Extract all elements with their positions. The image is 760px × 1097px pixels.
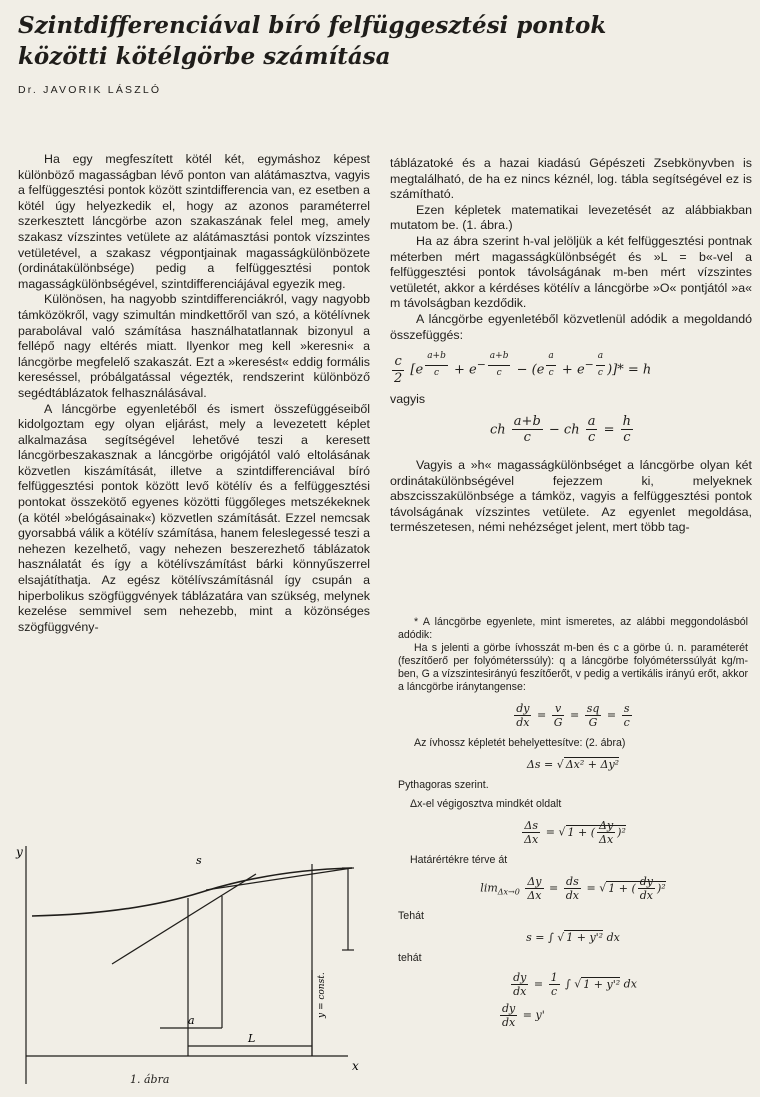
right-column: [390, 156, 752, 536]
equation-dydx: $\frac{dy}{dx}$ = $\frac{1}{c}$ ∫ √ 1 + y'² dx: [513, 971, 637, 998]
x-axis-label: x: [352, 1059, 359, 1073]
vagyis-label: vagyis: [390, 392, 426, 407]
title-line-1: Szintdifferenciával bíró felfüggesztési pontok: [18, 12, 607, 39]
equation-delta-s: Δs = √ Δx² + Δy²: [526, 758, 620, 771]
right-paragraph-3: Ha az ábra szerint h-val jelöljük a két felfüggesztési pontnak méterben mért magasságkülönbségét és »L = b«-vel a felfüggesztési pontok távolságának m-ben mért vízszintes vetületét, akkor a kérdéses kötélív a láncgörbe »O« pontjától »a« m távolságban kezdődik.: [390, 233, 752, 311]
footnote-hatar: Határértékre térve át: [410, 854, 508, 866]
footnote: [398, 616, 748, 1031]
equation-ratio: $\frac{\Delta s}{\Delta x}$ = √ 1 + ( $\frac{\Delta y}{\Delta x}$ )²: [524, 819, 626, 846]
footnote-pyth: Pythagoras szerint.: [398, 779, 489, 791]
equation-integral-s: s = ∫ √ 1 + y'² dx: [526, 931, 620, 944]
footnote-paragraph-1: * A láncgörbe egyenlete, mint ismeretes, az alábbi meggondolásból adódik:: [398, 616, 748, 641]
equation-ch: ch $\frac{a+b}{c}$ − ch $\frac{a}{c}$ = $\frac{h}{c}$: [490, 413, 632, 446]
equation-catenary-sum: $\frac{c}{2}$ [e $^{\frac{a+b}{c}}$ + $e^{- \frac{a+b}{c}}$ − (e $^{\frac{a}{c}}$ + $e^{- \frac{a}{c}}$ )]* = h: [394, 351, 652, 386]
title-line-2: közötti kötélgörbe számítása: [18, 43, 391, 70]
footnote-ivhossz: Az ívhossz képletét behelyettesítve: (2. ábra): [414, 737, 626, 749]
right-paragraph-1: táblázatoké és a hazai kiadású Gépészeti Zsebkönyvben is megtalálható, de ha ez nincs kéznél, log. tábla segítségével ez is számítható.: [390, 156, 752, 202]
footnote-tehat-2: tehát: [398, 952, 422, 964]
left-column: [18, 152, 370, 635]
article-title: [18, 10, 738, 72]
right-paragraph-2: Ezen képletek matematikai levezetését az alábbiakban mutatom be. (1. ábra.): [390, 202, 752, 233]
chord-line: [206, 868, 352, 890]
author: Dr. JAVORIK LÁSZLÓ: [18, 84, 162, 96]
figure-1-diagram: [12, 838, 384, 1096]
footnote-tehat-1: Tehát: [398, 910, 424, 922]
figure-caption: 1. ábra: [130, 1073, 170, 1086]
y-axis-label: y: [16, 845, 23, 859]
right-paragraph-4: A láncgörbe egyenletéből közvetlenül adódik a megoldandó összefüggés:: [390, 311, 752, 342]
equation-y-prime: $\frac{dy}{dx}$ = y': [502, 1002, 545, 1029]
s-label: s: [196, 854, 202, 867]
L-label: L: [248, 1032, 256, 1045]
footnote-paragraph-2: Ha s jelenti a görbe ívhosszát m-ben és c a görbe ú. n. paraméterét (feszítőerő per folyóméterssúly): q a láncgörbe folyóméterssúlyát kg/m-ben, G a vízszintesirányú feszítőerőt, v pedig a vertikális irányú erőt, akkor a láncgörbe iránytangense:: [398, 642, 748, 693]
left-paragraph-1: Ha egy megfeszített kötél két, egymáshoz képest különböző magasságban lévő ponton van alátámasztva, vagyis a felfüggesztési pontok között szintdifferencia van, ez esetben a kötél úgy helyezkedik el, hogy az azonos paraméterrel szerkesztett láncgörbe azon szakaszának felel meg, amely szakasz vízszintes vetülete az alátámasztási pontok vízszintes vetületével, a szakasz végpontjainak magasságkülönbözete (ordinátakülönbsége) pedig a felfüggesztési pontok magasságkülönbségével, szintdifferenciájával egyezik meg.: [18, 152, 370, 291]
ordinate-label: y = const.: [317, 972, 327, 1018]
tangent-line: [112, 874, 256, 964]
left-paragraph-3: A láncgörbe egyenletéből és ismert összefüggéseiből kidolgoztam egy olyan eljárást, mely a levezetett képlet alkalmazása segítségével lehetővé teszi a keresett láncgörbeszakasznak a láncgörbe origójától való eltolásának közvetlen kiszámítását, illetve a szintdifferenciával bíró felfüggesztési pontok között levő kötélív és a felfüggesztési pontokat összekötő egyenes közötti függőleges metszékeknek (a kötél »belógásainak«) közvetlen számítását. Ezzel nemcsak gyorsabbá válik a kötélív számítása, hanem feleslegessé teszi a nehezen kezelhető, vagy nehezen beszerezhető táblázatok használatát és így a kötélívszámítást bárki könnyűszerrel elsajátíthatja. Az egész kötélívszámításnál így csupán a hiperbolikus szögfüggvények táblázatára van szükség, melynek kezelése semmivel sem nehezebb, mint a közönséges szögfüggvény-: [18, 401, 370, 634]
footnote-dx: Δx-el végigosztva mindkét oldalt: [410, 798, 562, 810]
right-paragraph-5: Vagyis a »h« magasságkülönbséget a láncgörbe olyan két ordinátakülönbségével fejezzem ki, melyeknek abszcisszakülönbsége a támköz, vagyis a felfüggesztési pontok távolságának vízszintes vetülete. Az egyenlet megoldása, természetesen, némi nehézséget jelent, mert több tag-: [390, 457, 752, 535]
left-paragraph-2: Különösen, ha nagyobb szintdifferenciákról, vagy nagyobb támközökről, vagy szimultán mindkettőről van szó, a kötélívnek parabolával való számítása használhatatlannak bizonyul a fellépő nagy eltérés miatt. Ilyenkor meg kell »keresni« a láncgörbe megfelelő szakaszát. Ezt a »keresést« eddig formális kereséssel, próbálgatással végezték, rendszerint különböző segédtáblázatok felhasználásával.: [18, 292, 370, 400]
a-label: a: [188, 1014, 195, 1027]
equation-tangent: $\frac{dy}{dx}$ = $\frac{v}{G}$ = $\frac{sq}{G}$ = $\frac{s}{c}$: [516, 702, 630, 729]
equation-limit: $\lim_{\Delta x\to 0}$ $\frac{\Delta y}{\Delta x}$ = $\frac{ds}{dx}$ = √ 1 + ( $\frac{dy}{dx}$ )²: [480, 875, 666, 902]
